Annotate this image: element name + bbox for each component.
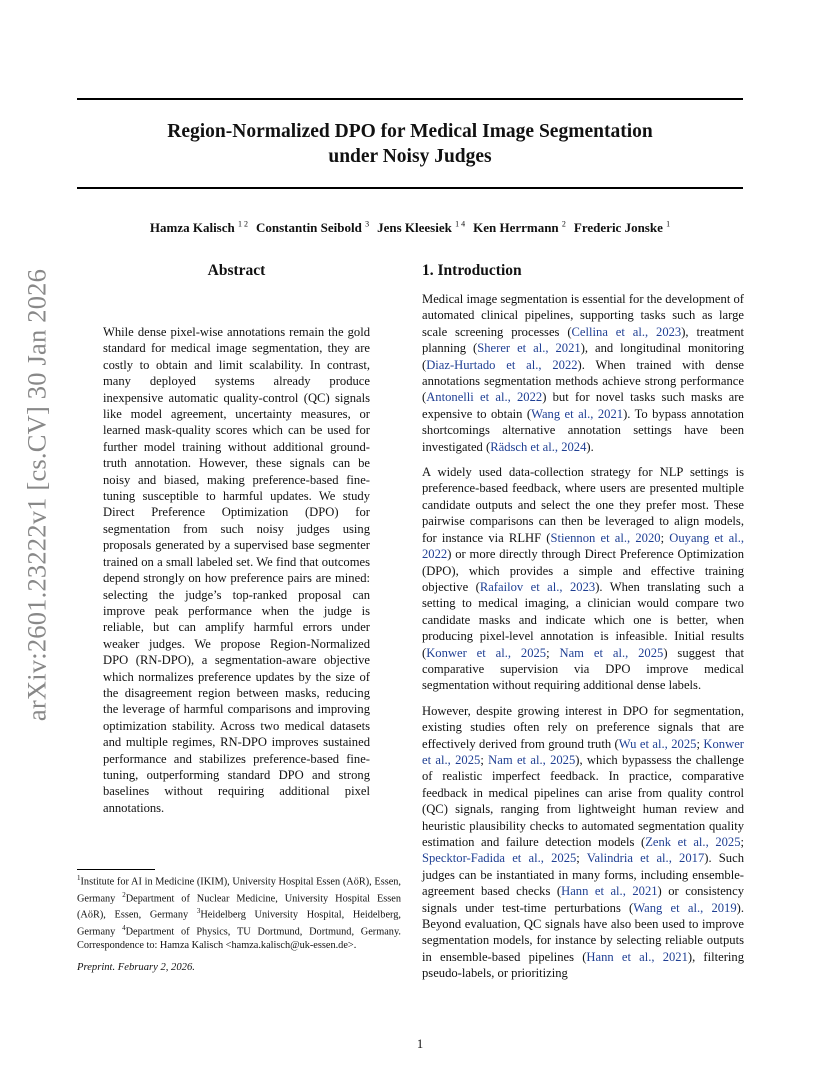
- author-list: [77, 216, 743, 237]
- footnote-rule: [77, 869, 155, 870]
- citation-link[interactable]: Hann et al., 2021: [586, 949, 688, 964]
- author-affiliation-mark: 3: [365, 220, 370, 229]
- introduction-heading: 1. Introduction: [422, 262, 522, 279]
- footnote-mark-4: 4: [122, 924, 126, 933]
- author-3: [377, 220, 465, 235]
- paper-title: [77, 119, 743, 169]
- title-rule-bottom: [77, 187, 743, 189]
- paragraph-text: ), filtering pseudo-labels, or prioritizing: [422, 949, 744, 981]
- author-4: [473, 220, 566, 235]
- citation-link[interactable]: Specktor-Fadida et al., 2025: [422, 851, 577, 866]
- author-affiliation-mark: 1: [666, 220, 671, 229]
- paragraph-text: However, despite growing interest in DPO for segmentation, existing studies often rely on preference signals that are effectively derived from ground truth (: [422, 703, 744, 751]
- title-rule-top: [77, 98, 743, 100]
- author-name: Jens Kleesiek: [377, 220, 452, 236]
- footnote-affiliation-1: Institute for AI in Medicine (IKIM), University Hospital Essen (AöR), Essen, Germany: [77, 876, 401, 905]
- citation-link[interactable]: Konwer et al., 2025: [422, 736, 744, 767]
- author-affiliation-mark: 1 2: [238, 220, 248, 229]
- paragraph-text: ;: [740, 835, 745, 849]
- footnote-affiliation-3: Heidelberg University Hospital, Heidelberg, Germany: [77, 909, 401, 938]
- citation-link[interactable]: Diaz-Hurtado et al., 2022: [426, 357, 578, 372]
- author-1: [150, 220, 248, 235]
- paragraph-text: ). When translating such a setting to medical imaging, a clinician would compare two candidate masks and indicate which one is better, when producing pixel-level annotation is infeasible. Initial results (: [422, 579, 744, 660]
- page-number: 1: [416, 1037, 424, 1051]
- citation-link[interactable]: Antonelli et al., 2022: [426, 390, 543, 405]
- author-5: [574, 220, 670, 235]
- title-line-1: Region-Normalized DPO for Medical Image Segmentation: [167, 121, 653, 142]
- paragraph-text: ). Beyond evaluation, QC signals have also been used to improve segmentation models, for instance by selecting reliable outputs in ensemble-based pipelines (: [422, 900, 744, 964]
- author-affiliation-mark: 2: [561, 220, 566, 229]
- arxiv-stamp: [12, 268, 62, 722]
- intro-paragraph-3: [422, 703, 744, 982]
- citation-link[interactable]: Cellina et al., 2023: [571, 324, 682, 339]
- preprint-note: Preprint. February 2, 2026.: [77, 962, 195, 973]
- paragraph-text: ;: [480, 752, 489, 767]
- paragraph-text: ) or consistency signals under test-time perturbations (: [422, 884, 744, 915]
- affiliations-footnote: [77, 872, 401, 952]
- citation-link[interactable]: Sherer et al., 2021: [477, 341, 581, 356]
- footnote-affiliation-4: Department of Physics, TU Dortmund, Dortmund, Germany. Correspondence to: Hamza Kalisch <hamza.kalisch@uk-essen.de>.: [77, 926, 402, 951]
- citation-link[interactable]: Rafailov et al., 2023: [479, 579, 596, 594]
- citation-link[interactable]: Hann et al., 2021: [561, 884, 658, 899]
- footnote-mark-3: 3: [196, 907, 201, 916]
- paragraph-text: ), which bypassess the challenge of realistic imperfect feedback. In practice, comparative feedback in medical pipelines can arise from quality control (QC) signals, ranging from lightweight human review and heuristic plausibility checks to automated segmentation quality estimation and failure detection models (: [422, 752, 744, 849]
- paragraph-text: ). Such judges can be instantiated in many forms, including ensemble-agreement based checks (: [422, 851, 744, 899]
- footnote-affiliation-2: Department of Nuclear Medicine, University Hospital Essen (AöR), Essen, Germany: [77, 893, 401, 921]
- author-name: Frederic Jonske: [573, 220, 663, 236]
- paragraph-text: ) but for novel tasks such masks are expensive to obtain (: [422, 390, 744, 421]
- citation-link[interactable]: Ouyang et al., 2022: [422, 530, 745, 562]
- introduction-body: [422, 291, 744, 991]
- citation-link[interactable]: Stiennon et al., 2020: [550, 530, 661, 545]
- paragraph-text: ). To bypass annotation shortcomings alternative annotation settings have been investigated (: [422, 406, 744, 454]
- paragraph-text: ).: [586, 439, 594, 454]
- title-line-2: under Noisy Judges: [328, 146, 492, 167]
- abstract-body: While dense pixel-wise annotations remain the gold standard for medical image segmentation, they are costly to obtain and limit scalability. In contrast, many deployed systems already produce inexpensive automatic quality-control (QC) signals like model agreement, uncertainty measures, or learned mask-quality scores which can be used for further model training without additional ground-truth annotation. However, these signals can be noisy and biased, making preference-based fine-tuning susceptible to harmful updates. We study Direct Preference Optimization (DPO) for segmentation from such noisy judges using proposals generated by a supervised base segmenter trained on a small labeled set. We find that outcomes depend strongly on how preference pairs are mined: selecting the judge’s top-ranked proposal can improve peak performance when the judge is reliable, but can amplify harmful errors under weaker judges. We propose Region-Normalized DPO (RN-DPO), a segmentation-aware objective which normalizes preference updates by the size of the disagreement region between masks, reducing the leverage of harmful comparisons and improving optimization stability. Across two medical datasets and multiple regimes, RN-DPO improves sustained performance and stabilizes preference-based fine-tuning, outperforming standard DPO and strong baselines without requiring additional pixel annotations.: [103, 325, 370, 815]
- footnote-mark-2: 2: [122, 890, 126, 899]
- citation-link[interactable]: Wang et al., 2021: [531, 406, 624, 421]
- paragraph-text: ;: [696, 736, 704, 751]
- citation-link[interactable]: Rädsch et al., 2024: [490, 439, 587, 454]
- author-affiliation-mark: 1 4: [455, 220, 466, 229]
- paragraph-text: ;: [660, 530, 670, 545]
- paragraph-text: A widely used data-collection strategy for NLP settings is preference-based feedback, where users are presented multiple candidate outputs and select the one they prefer most. These pairwise comparisons can then be leveraged to align models, for instance via RLHF (: [422, 465, 744, 545]
- paragraph-text: ), treatment planning (: [422, 324, 744, 356]
- citation-link[interactable]: Nam et al., 2025: [488, 752, 576, 767]
- paragraph-text: ). When trained with dense annotations segmentation methods achieve strong performance (: [422, 357, 745, 405]
- paragraph-text: ) or more directly through Direct Preference Optimization (DPO), which provides a simple and effective training objective (: [422, 547, 744, 594]
- footnote-mark-1: 1: [77, 874, 81, 882]
- paragraph-text: ) suggest that comparative supervision via DPO improve medical segmentation without requiring additional dense labels.: [422, 645, 744, 693]
- abstract-heading: Abstract: [207, 262, 266, 279]
- author-name: Constantin Seibold: [256, 220, 362, 236]
- citation-link[interactable]: Valindria et al., 2017: [586, 851, 705, 866]
- citation-link[interactable]: Nam et al., 2025: [559, 645, 664, 660]
- author-name: Hamza Kalisch: [149, 220, 235, 236]
- author-2: [256, 220, 369, 235]
- paragraph-text: Medical image segmentation is essential for the development of automated clinical pipelines, supporting tasks such as large scale screening processes (: [422, 292, 744, 339]
- citation-link[interactable]: Zenk et al., 2025: [645, 835, 741, 849]
- paragraph-text: ;: [546, 645, 560, 660]
- citation-link[interactable]: Wu et al., 2025: [618, 736, 697, 751]
- paragraph-text: ), and longitudinal monitoring (: [422, 341, 744, 372]
- citation-link[interactable]: Wang et al., 2019: [633, 900, 737, 915]
- arxiv-stamp-text: arXiv:2601.23222v1 [cs.CV] 30 Jan 2026: [21, 268, 52, 722]
- paragraph-text: ;: [576, 851, 587, 866]
- citation-link[interactable]: Konwer et al., 2025: [426, 645, 547, 660]
- intro-paragraph-2: [422, 464, 744, 694]
- author-name: Ken Herrmann: [473, 220, 559, 236]
- intro-paragraph-1: [422, 291, 744, 455]
